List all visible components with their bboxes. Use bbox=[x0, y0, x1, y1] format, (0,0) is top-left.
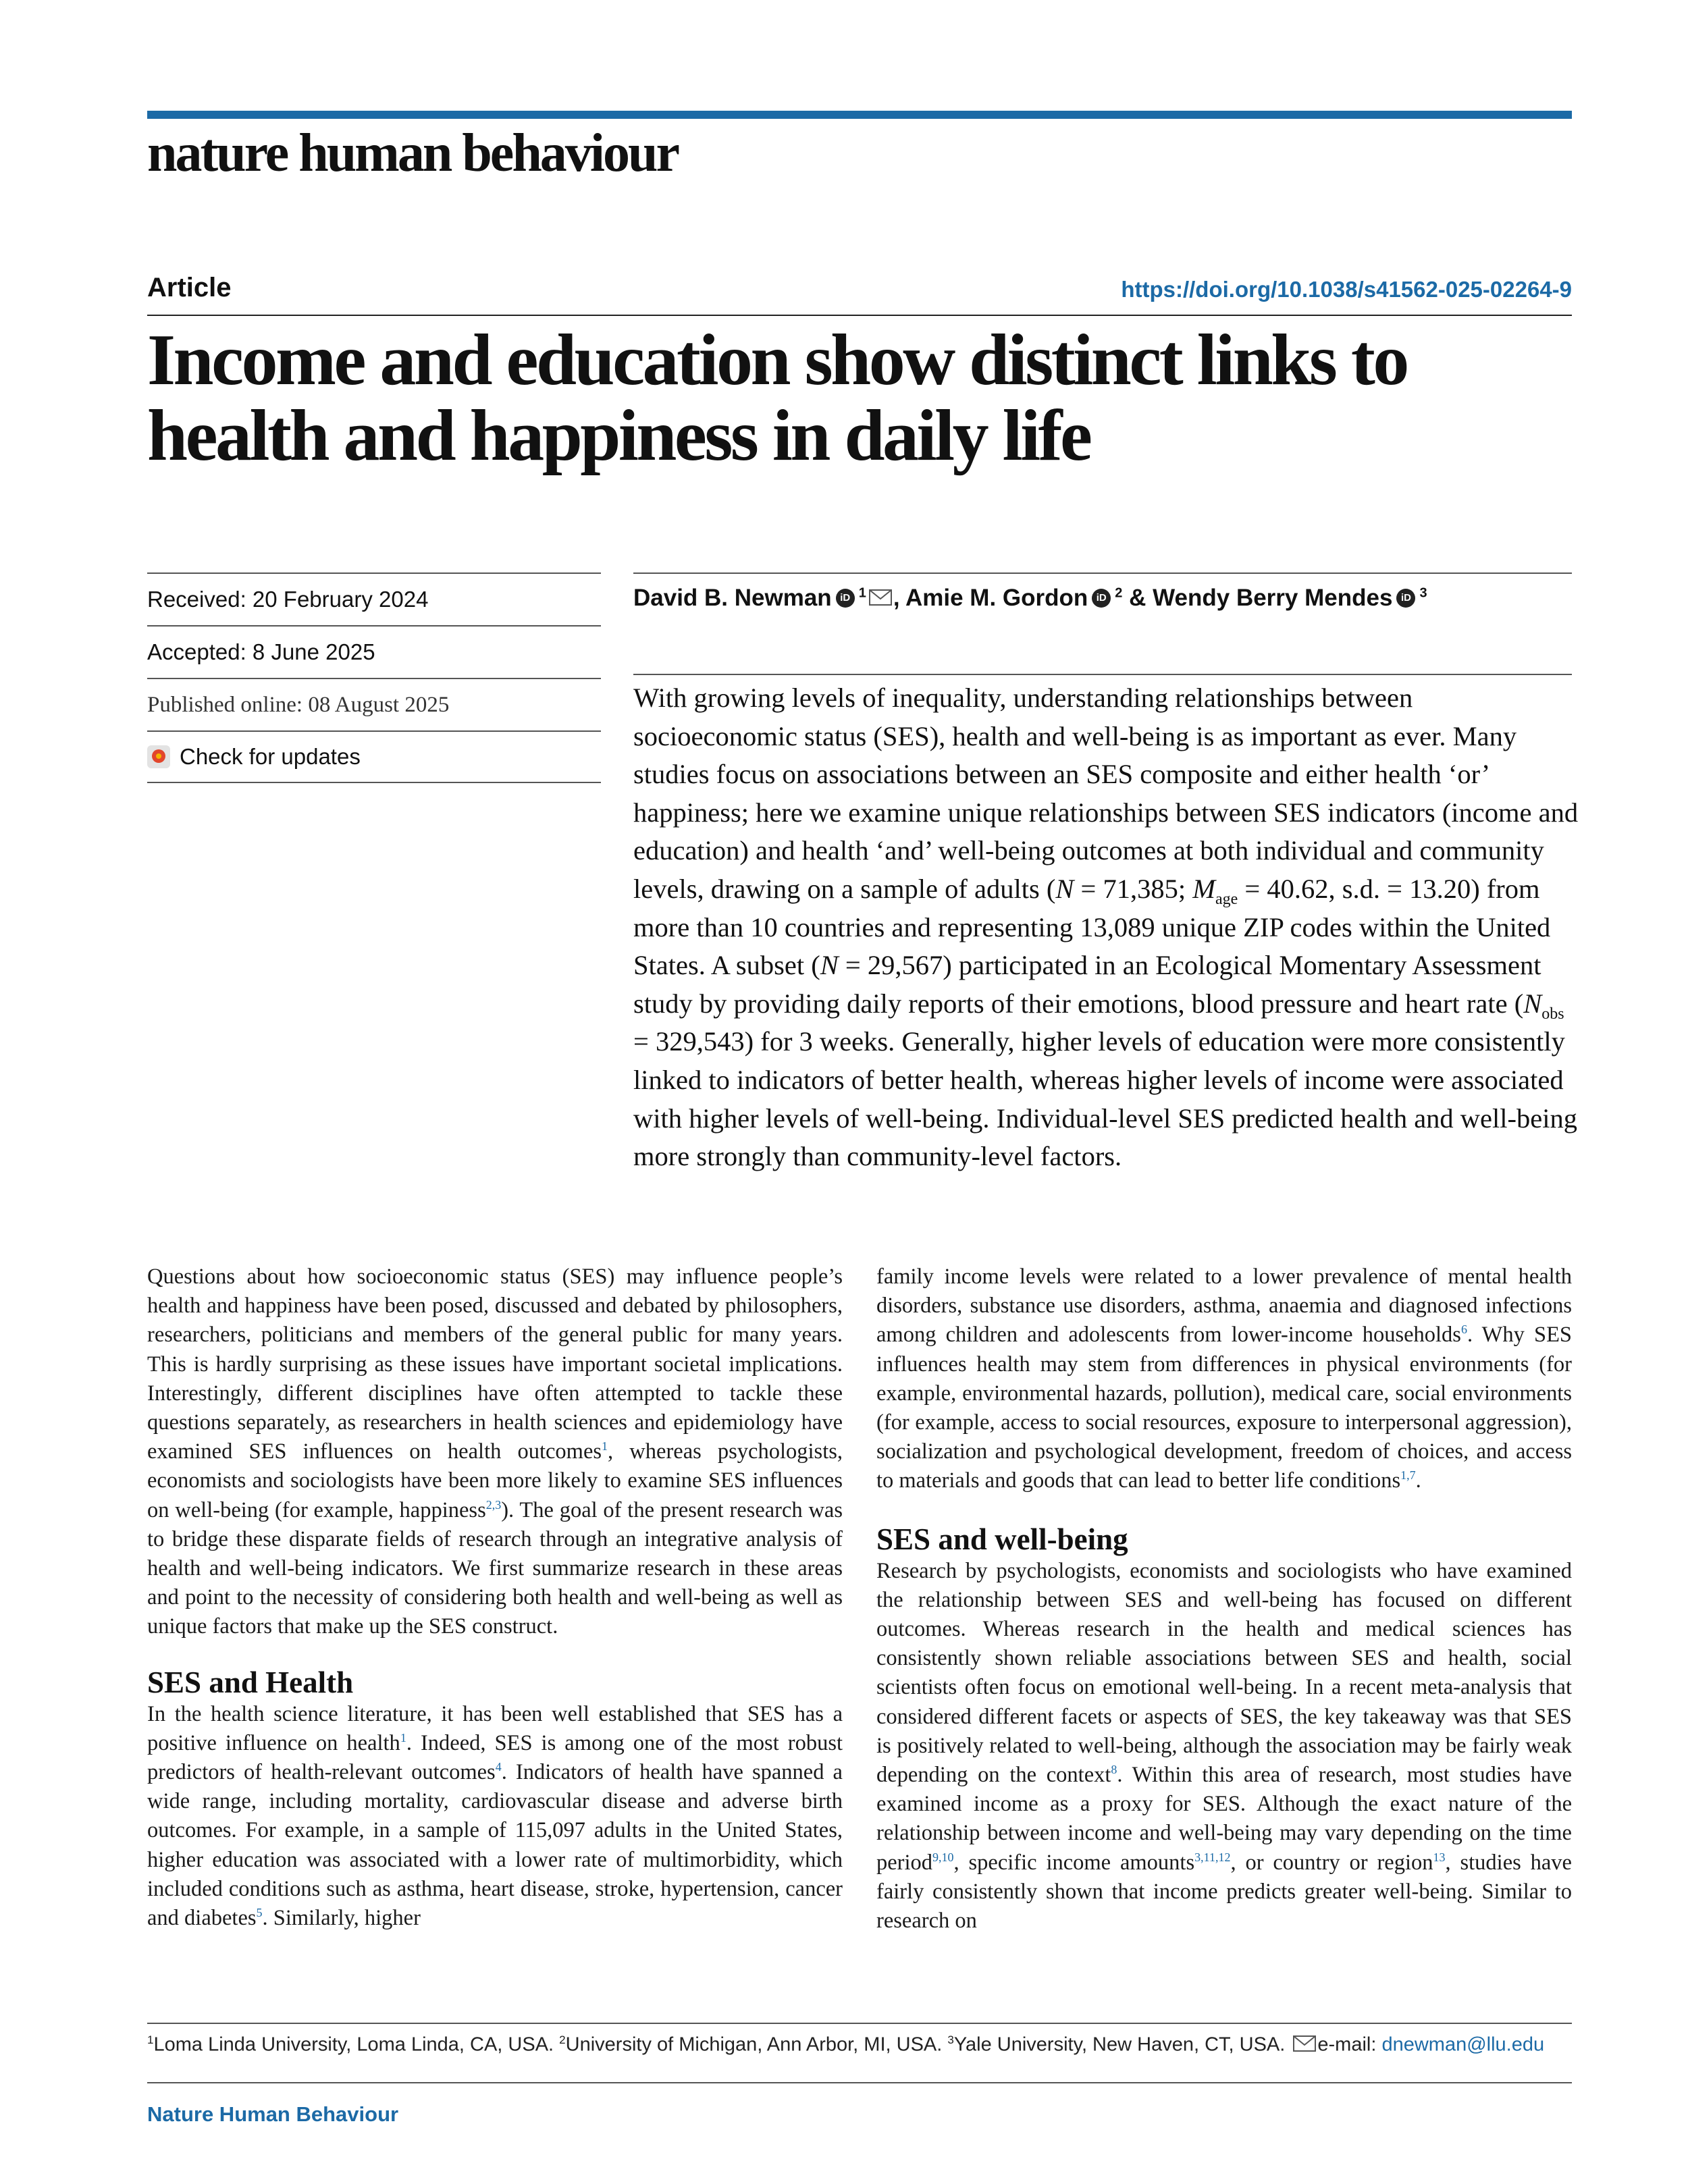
reference-link[interactable]: 1 bbox=[602, 1439, 608, 1454]
body-text: ). The goal of the present research was to bridge these disparate fields of research through an integrative analysis of health and well-being indicators. We first summarize research in these areas and point to the necessity of considering both health and well-being as well as unique factors that make up the SES construct. bbox=[147, 1497, 843, 1639]
author-affiliation-sup: 2 bbox=[1115, 585, 1123, 601]
affiliation-text: University of Michigan, Ann Arbor, MI, USA. bbox=[565, 2033, 948, 2056]
footer-journal-name[interactable]: Nature Human Behaviour bbox=[147, 2102, 399, 2126]
title-line-2: health and happiness in daily life bbox=[147, 396, 1090, 476]
title-line-1: Income and education show distinct links to bbox=[147, 320, 1407, 400]
body-text: , studies have fairly consistently shown that income predicts greater well-being. Similar to research on bbox=[876, 1850, 1572, 1934]
footer-rule bbox=[147, 2082, 1572, 2083]
author-affiliation-sup: 1 bbox=[858, 585, 866, 601]
affiliation-sup: 3 bbox=[947, 2033, 954, 2046]
body-text: . Indicators of health have spanned a wide range, including mortality, cardiovascular disease and adverse birth outcomes. For example, in a sample of 115,097 adults in the United States, higher education was associated with a lower rate of multimorbidity, which included conditions such as asthma, heart disease, stroke, hypertension, cancer and diabetes bbox=[147, 1760, 843, 1931]
reference-link[interactable]: 13 bbox=[1433, 1850, 1446, 1864]
affiliation-text: Loma Linda University, Loma Linda, CA, USA. bbox=[153, 2033, 560, 2056]
journal-logo: nature human behaviour bbox=[147, 124, 679, 183]
received-date: Received: 20 February 2024 bbox=[147, 572, 601, 625]
affiliation-sup: 1 bbox=[147, 2033, 154, 2046]
abstract-stat-label: N bbox=[1055, 873, 1074, 904]
affiliations bbox=[147, 2033, 1544, 2056]
abstract-stat-label: N bbox=[820, 950, 839, 981]
body-text: . Similarly, higher bbox=[262, 1906, 421, 1931]
abstract-rule bbox=[633, 674, 1572, 675]
reference-link[interactable]: 4 bbox=[495, 1760, 502, 1774]
email-icon[interactable] bbox=[869, 589, 892, 606]
orcid-icon[interactable]: iD bbox=[1092, 589, 1111, 608]
article-title bbox=[147, 320, 1579, 476]
body-text: Research by psychologists, economists and sociologists who have examined the relationship between SES and well-being has focused on different outcomes. Whereas research in the health and medical sciences has consistently shown reliable associations between SES and health, social scientists often focus on emotional well-being. In a recent meta-analysis that considered different facets or aspects of SES, the key takeaway was that SES is positively related to well-being, although the association may be fairly weak depending on the context bbox=[876, 1558, 1572, 1788]
body-text: family income levels were related to a lower prevalence of mental health disorders, substance use disorders, asthma, anaemia and diagnosed infections among children and adolescents from lower-income households bbox=[876, 1264, 1572, 1348]
footnote-rule bbox=[147, 2023, 1572, 2024]
reference-link[interactable]: 8 bbox=[1111, 1763, 1117, 1777]
abstract-text: = 71,385; bbox=[1074, 873, 1193, 904]
abstract-text: With growing levels of inequality, understanding relationships between socioeconomic status (SES), health and well-being is as important as ever. Many studies focus on associations between an SES composite and either health ‘or’ happiness; here we examine unique relationships between SES indicators (income and education) and health ‘and’ well-being outcomes at both individual and community levels, drawing on a sample of adults ( bbox=[633, 683, 1579, 904]
body-text: . Indeed, SES is among one of the most robust predictors of health-relevant outcomes bbox=[147, 1730, 843, 1785]
wellbeing-paragraph bbox=[876, 1557, 1572, 1936]
body-text: , whereas psychologists, economists and sociologists have been more likely to examine SES influences on well-being (for example, happiness bbox=[147, 1439, 843, 1522]
reference-link[interactable]: 6 bbox=[1460, 1323, 1467, 1337]
reference-link[interactable]: 9,10 bbox=[932, 1850, 954, 1864]
body-text: . Within this area of research, most studies have examined income as a proxy for SES. Although the exact nature of the relationship between income and well-being may vary depending on the time period bbox=[876, 1763, 1572, 1875]
body-column-right bbox=[876, 1262, 1572, 1936]
author-affiliation-sup: 3 bbox=[1419, 585, 1427, 601]
reference-link[interactable]: 3,11,12 bbox=[1194, 1850, 1231, 1864]
abstract-text: = 29,567) participated in an Ecological Momentary Assessment study by providing daily reports of their emotions, blood pressure and heart rate ( bbox=[633, 950, 1541, 1019]
section-heading-ses-health: SES and Health bbox=[147, 1665, 354, 1699]
publication-history bbox=[147, 572, 601, 783]
doi-link[interactable]: https://doi.org/10.1038/s41562-025-02264-9 bbox=[1121, 277, 1572, 302]
accepted-date: Accepted: 8 June 2025 bbox=[147, 625, 601, 678]
email-label: e-mail: bbox=[1317, 2033, 1382, 2056]
body-text: , specific income amounts bbox=[953, 1850, 1195, 1875]
intro-paragraph bbox=[147, 1262, 843, 1642]
orcid-icon[interactable]: iD bbox=[836, 589, 855, 608]
health-paragraph-continued bbox=[876, 1262, 1572, 1496]
abstract-subscript: age bbox=[1215, 890, 1238, 909]
abstract-text: = 329,543) for 3 weeks. Generally, higher levels of education were more consistently linked to indicators of better health, whereas higher levels of income were associated with higher levels of well-being. Individual-level SES predicted health and well-being more strongly than community-level factors. bbox=[633, 1026, 1577, 1172]
check-for-updates-label: Check for updates bbox=[180, 744, 361, 769]
health-paragraph bbox=[147, 1700, 843, 1934]
body-column-left bbox=[147, 1262, 843, 1933]
email-icon bbox=[1293, 2035, 1316, 2052]
email-link[interactable]: dnewman@llu.edu bbox=[1381, 2033, 1545, 2056]
abstract-subscript: obs bbox=[1541, 1005, 1564, 1023]
author-newman[interactable]: David B. Newman bbox=[633, 585, 832, 611]
abstract-stat-label: M bbox=[1192, 873, 1215, 904]
authors-rule bbox=[633, 572, 1572, 574]
crossmark-icon bbox=[147, 745, 170, 768]
reference-link[interactable]: 1 bbox=[400, 1731, 406, 1745]
reference-link[interactable]: 2,3 bbox=[485, 1497, 502, 1512]
body-text: . bbox=[1415, 1468, 1421, 1493]
affiliation-text: Yale University, New Haven, CT, USA. bbox=[953, 2033, 1291, 2056]
check-for-updates-button[interactable] bbox=[147, 730, 601, 783]
abstract-text: = 40.62, s.d. = 13.20) from more than 10 countries and representing 13,089 unique ZIP codes within the United States. A subset ( bbox=[633, 873, 1551, 981]
orcid-icon[interactable]: iD bbox=[1396, 589, 1415, 608]
section-heading-ses-wellbeing: SES and well-being bbox=[876, 1522, 1128, 1556]
author-mendes[interactable]: & Wendy Berry Mendes bbox=[1129, 585, 1393, 611]
author-gordon[interactable]: , Amie M. Gordon bbox=[893, 585, 1088, 611]
header-rule bbox=[147, 111, 1572, 119]
reference-link[interactable]: 5 bbox=[256, 1906, 263, 1920]
title-rule bbox=[147, 315, 1572, 316]
article-type-label: Article bbox=[147, 273, 232, 302]
body-text: . Why SES influences health may stem from differences in physical environments (for example, environmental hazards, pollution), medical care, social environments (for example, access to social resources, exposure to interpersonal aggression), socialization and psychological development, freedom of choices, and access to materials and goods that can lead to better life conditions bbox=[876, 1323, 1573, 1493]
body-text: In the health science literature, it has been well established that SES has a positive influence on health bbox=[147, 1701, 843, 1755]
abstract bbox=[633, 679, 1579, 1176]
reference-link[interactable]: 1,7 bbox=[1400, 1468, 1416, 1483]
abstract-stat-label: N bbox=[1523, 988, 1542, 1019]
body-text: , or country or region bbox=[1230, 1850, 1433, 1875]
affiliation-sup: 2 bbox=[559, 2033, 566, 2046]
body-text: Questions about how socioeconomic status (SES) may influence people’s health and happiness have been posed, discussed and debated by philosophers, researchers, politicians and members of the general public for many years. This is hardly surprising as these issues have important societal implications. Interestingly, different disciplines have often attempted to tackle these questions separately, as researchers in health sciences and epidemiology have examined SES influences on health outcomes bbox=[147, 1264, 843, 1464]
author-list bbox=[633, 585, 1427, 612]
published-date: Published online: 08 August 2025 bbox=[147, 678, 601, 730]
